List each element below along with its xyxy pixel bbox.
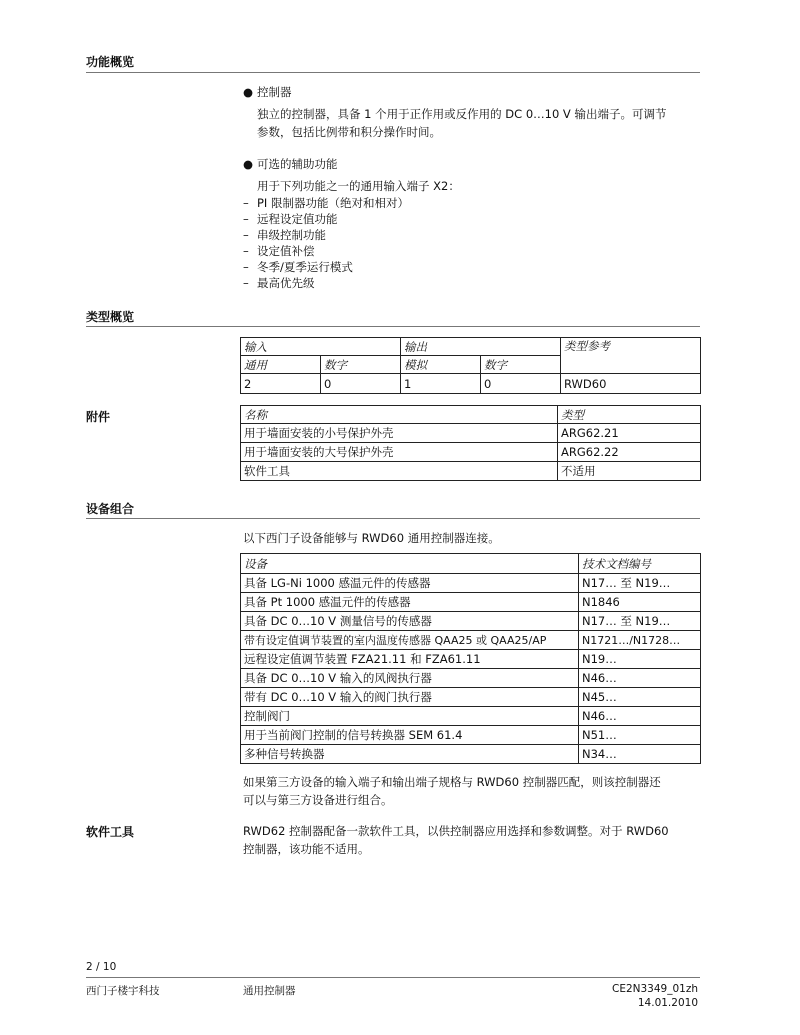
section-divider [86, 72, 700, 73]
cell-digital-out: 0 [481, 374, 561, 394]
cell-digital-in: 0 [321, 374, 401, 394]
header-type-ref: 类型参考 [561, 338, 701, 374]
combination-table [240, 553, 701, 764]
cell-doc: N46… [579, 707, 701, 726]
aux-item: 设定值补偿 [257, 244, 315, 258]
table-row [241, 650, 701, 669]
cell-doc: N19… [579, 650, 701, 669]
header-name: 名称 [241, 406, 558, 424]
cell-name: 用于墙面安装的大号保护外壳 [241, 443, 558, 462]
header-digital-in: 数字 [321, 356, 401, 374]
cell-name: 软件工具 [241, 462, 558, 481]
cell-type: ARG62.22 [558, 443, 701, 462]
header-analog: 模拟 [401, 356, 481, 374]
aux-intro: 用于下列功能之一的通用输入端子 X2： [257, 179, 460, 193]
combination-intro: 以下西门子设备能够与 RWD60 通用控制器连接。 [243, 531, 500, 545]
table-row [241, 338, 701, 356]
footer-date: 14.01.2010 [637, 997, 698, 1009]
table-row [241, 593, 701, 612]
table-row [241, 424, 701, 443]
cell-device: 用于当前阀门控制的信号转换器 SEM 61.4 [241, 726, 579, 745]
dash-icon: – [243, 244, 249, 258]
bullet-icon: ● [243, 85, 254, 99]
cell-doc: N1721…/N1728… [579, 631, 701, 650]
aux-item: 远程设定值功能 [257, 212, 338, 226]
footer-divider [86, 977, 700, 978]
page-number: 2 / 10 [86, 961, 117, 973]
bullet-icon: ● [243, 157, 254, 171]
table-row [241, 612, 701, 631]
cell-doc: N46… [579, 669, 701, 688]
footer-product: 通用控制器 [243, 985, 296, 997]
section-divider [86, 326, 700, 327]
header-doc: 技术文档编号 [579, 554, 701, 574]
header-universal: 通用 [241, 356, 321, 374]
cell-type: RWD60 [561, 374, 701, 394]
aux-item: PI 限制器功能（绝对和相对） [257, 196, 409, 210]
dash-icon: – [243, 196, 249, 210]
table-row [241, 726, 701, 745]
software-text-line1: RWD62 控制器配备一款软件工具，以供控制器应用选择和参数调整。对于 RWD60 [243, 824, 669, 838]
cell-device: 多种信号转换器 [241, 745, 579, 764]
accessories-table [240, 405, 701, 481]
controller-text-line1: 独立的控制器，具备 1 个用于正作用或反作用的 DC 0…10 V 输出端子。可调节 [257, 107, 667, 121]
cell-device: 远程设定值调节装置 FZA21.11 和 FZA61.11 [241, 650, 579, 669]
cell-device: 具备 DC 0…10 V 输入的风阀执行器 [241, 669, 579, 688]
cell-device: 具备 Pt 1000 感温元件的传感器 [241, 593, 579, 612]
aux-item: 最高优先级 [257, 276, 315, 290]
header-type: 类型 [558, 406, 701, 424]
cell-type: 不适用 [558, 462, 701, 481]
controller-title: 控制器 [257, 85, 292, 99]
cell-device: 带有 DC 0…10 V 输入的阀门执行器 [241, 688, 579, 707]
cell-type: ARG62.21 [558, 424, 701, 443]
table-row [241, 688, 701, 707]
aux-title: 可选的辅助功能 [257, 157, 338, 171]
cell-doc: N1846 [579, 593, 701, 612]
section-title-overview: 功能概览 [86, 55, 135, 69]
header-device: 设备 [241, 554, 579, 574]
cell-doc: N51… [579, 726, 701, 745]
table-row [241, 443, 701, 462]
table-row [241, 574, 701, 593]
cell-doc: N17… 至 N19… [579, 574, 701, 593]
controller-text-line2: 参数，包括比例带和积分操作时间。 [257, 125, 441, 139]
table-row [241, 745, 701, 764]
software-text-line2: 控制器，该功能不适用。 [243, 842, 370, 856]
cell-universal: 2 [241, 374, 321, 394]
type-table [240, 337, 701, 394]
cell-device: 带有设定值调节装置的室内温度传感器 QAA25 或 QAA25/AP [241, 631, 579, 650]
cell-device: 控制阀门 [241, 707, 579, 726]
footer-doc-id: CE2N3349_01zh [612, 983, 698, 995]
header-digital-out: 数字 [481, 356, 561, 374]
dash-icon: – [243, 212, 249, 226]
table-row [241, 669, 701, 688]
header-output: 输出 [401, 338, 561, 356]
dash-icon: – [243, 228, 249, 242]
section-title-accessories: 附件 [86, 410, 111, 424]
cell-device: 具备 DC 0…10 V 测量信号的传感器 [241, 612, 579, 631]
section-divider [86, 518, 700, 519]
section-title-combination: 设备组合 [86, 502, 135, 516]
dash-icon: – [243, 276, 249, 290]
table-row [241, 462, 701, 481]
table-row [241, 406, 701, 424]
combination-note-line2: 可以与第三方设备进行组合。 [243, 793, 393, 807]
cell-name: 用于墙面安装的小号保护外壳 [241, 424, 558, 443]
table-row [241, 374, 701, 394]
cell-doc: N45… [579, 688, 701, 707]
cell-doc: N17… 至 N19… [579, 612, 701, 631]
cell-analog: 1 [401, 374, 481, 394]
table-row [241, 707, 701, 726]
table-row [241, 554, 701, 574]
aux-item: 串级控制功能 [257, 228, 326, 242]
aux-item: 冬季/夏季运行模式 [257, 260, 353, 274]
table-row [241, 631, 701, 650]
cell-device: 具备 LG-Ni 1000 感温元件的传感器 [241, 574, 579, 593]
footer-company: 西门子楼宇科技 [86, 985, 160, 997]
header-input: 输入 [241, 338, 401, 356]
cell-doc: N34… [579, 745, 701, 764]
section-title-type-overview: 类型概览 [86, 310, 135, 324]
dash-icon: – [243, 260, 249, 274]
combination-note-line1: 如果第三方设备的输入端子和输出端子规格与 RWD60 控制器匹配，则该控制器还 [243, 775, 661, 789]
section-title-software: 软件工具 [86, 825, 135, 839]
